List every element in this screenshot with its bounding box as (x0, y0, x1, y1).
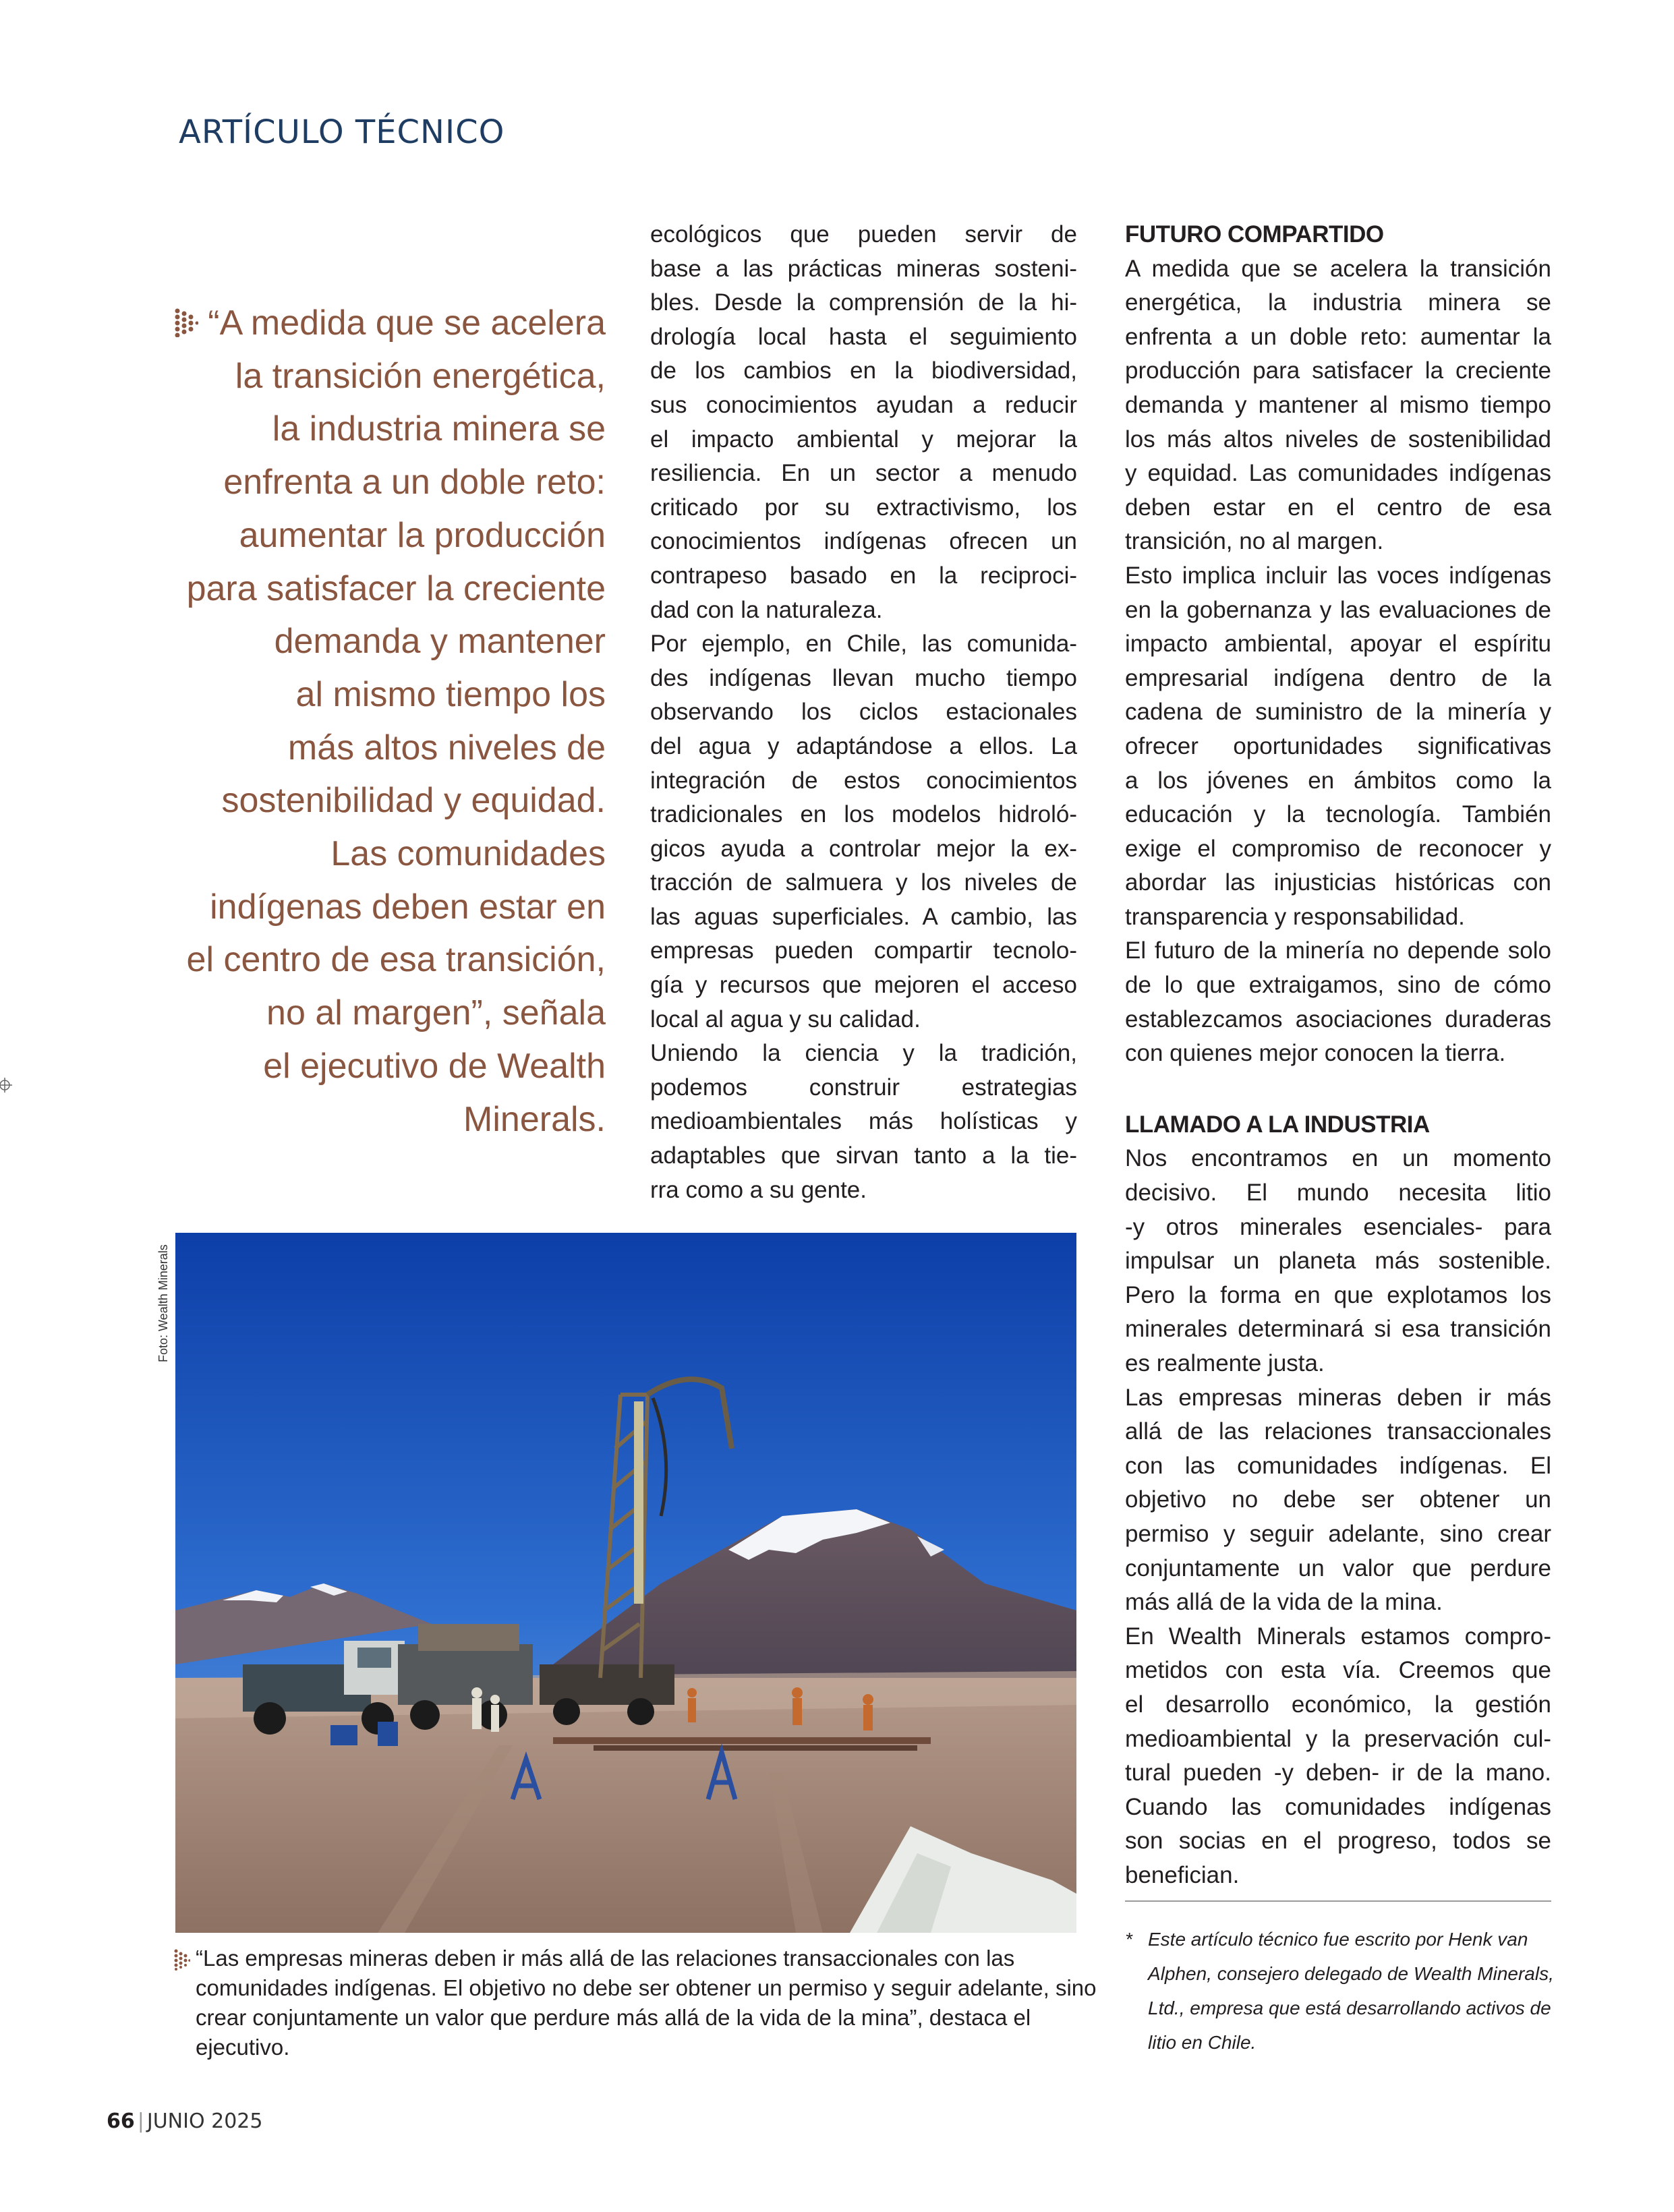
photo-drilling-rig-illustration (175, 1233, 1076, 1933)
body-line: enfrenta a un doble reto: aumentar la (1125, 323, 1551, 350)
pull-quote-line: Las comunidades (330, 834, 606, 874)
body-line: Cuando las comunidades indígenas (1125, 1793, 1551, 1820)
body-line: drología local hasta el seguimiento (650, 323, 1077, 350)
caption-line: crear conjuntamente un valor que perdure más allá de la vida de la mina”, destaca el (196, 2005, 1031, 2030)
body-line: El futuro de la minería no depende solo (1125, 937, 1551, 964)
body-line: medioambiental y la preservación cul- (1125, 1725, 1551, 1752)
body-line: abordar las injusticias históricas con (1125, 869, 1551, 896)
body-line: allá de las relaciones transaccionales (1125, 1418, 1551, 1445)
body-line: cadena de suministro de la minería y (1125, 699, 1551, 726)
body-line: las aguas superficiales. A cambio, las (650, 903, 1077, 930)
body-line: gía y recursos que mejoren el acceso (650, 972, 1077, 999)
pull-quote-line: Minerals. (463, 1099, 606, 1139)
body-line: local al agua y su calidad. (650, 1006, 921, 1032)
body-line: sus conocimientos ayudan a reducir (650, 391, 1077, 418)
body-line: más allá de la vida de la mina. (1125, 1589, 1443, 1616)
body-line: base a las prácticas mineras sosteni- (650, 255, 1077, 282)
body-line: gicos ayuda a controlar mejor la ex- (650, 835, 1077, 862)
pull-quote-line: sostenibilidad y equidad. (221, 781, 606, 821)
body-line: con las comunidades indígenas. El (1125, 1452, 1551, 1479)
body-line: de los cambios en la biodiversidad, (650, 357, 1077, 384)
body-line: en la gobernanza y las evaluaciones de (1125, 596, 1551, 623)
pull-quote-line: demanda y mantener (274, 622, 606, 662)
body-line: bles. Desde la comprensión de la hi- (650, 289, 1077, 316)
footnote-marker: * (1125, 1929, 1132, 1950)
body-column-middle (650, 218, 1077, 1207)
body-line: minerales determinará si esa transición (1125, 1316, 1551, 1343)
photo-credit: Foto: Wealth Minerals (156, 1244, 170, 1362)
footnote-line: Alphen, consejero delegado de Wealth Minerals, (1148, 1963, 1554, 1984)
body-line: Uniendo la ciencia y la tradición, (650, 1040, 1077, 1067)
body-line: con quienes mejor conocen la tierra. (1125, 1040, 1506, 1067)
body-line: tural pueden -y deben- ir de la mano. (1125, 1759, 1551, 1786)
body-line: ecológicos que pueden servir de (650, 221, 1077, 248)
body-line: tracción de salmuera y los niveles de (650, 869, 1077, 896)
body-line: transición, no al margen. (1125, 528, 1384, 555)
body-line: el desarrollo económico, la gestión (1125, 1691, 1551, 1718)
body-line: establezcamos asociaciones duraderas (1125, 1006, 1551, 1032)
body-line: impacto ambiental, apoyar el espíritu (1125, 631, 1551, 658)
body-line: Nos encontramos en un momento (1125, 1145, 1551, 1172)
pull-quote-line: el ejecutivo de Wealth (263, 1046, 606, 1086)
pull-quote-line: más altos niveles de (287, 728, 606, 767)
pull-quote-line: indígenas deben estar en (210, 887, 606, 927)
body-line: des indígenas llevan mucho tiempo (650, 664, 1077, 691)
pull-quote-line: para satisfacer la creciente (186, 569, 606, 608)
pull-quote-line: la industria minera se (272, 409, 606, 449)
body-line: conocimientos indígenas ofrecen un (650, 528, 1077, 555)
body-line: observando los ciclos estacionales (650, 699, 1077, 726)
registration-mark-icon (0, 1078, 12, 1093)
body-line: y equidad. Las comunidades indígenas (1125, 460, 1551, 487)
footnote-line: Ltd., empresa que está desarrollando activos de (1148, 1998, 1551, 2018)
body-line: benefician. (1125, 1861, 1240, 1888)
body-line: ofrecer oportunidades significativas (1125, 732, 1551, 759)
photo-caption (174, 1944, 1097, 2062)
body-line: del agua y adaptándose a ellos. La (650, 732, 1077, 759)
caption-line: ejecutivo. (196, 2035, 290, 2060)
pull-quote-line: el centro de esa transición, (186, 940, 606, 980)
body-line: energética, la industria minera se (1125, 289, 1551, 316)
body-line: contrapeso basado en la reciproci- (650, 562, 1077, 589)
caption-line: “Las empresas mineras deben ir más allá de las relaciones transaccionales con las (196, 1946, 1015, 1971)
body-line: producción para satisfacer la creciente (1125, 357, 1551, 384)
body-line: En Wealth Minerals estamos compro- (1125, 1623, 1551, 1650)
body-line: decisivo. El mundo necesita litio (1125, 1180, 1551, 1206)
body-line: a los jóvenes en ámbitos como la (1125, 767, 1551, 794)
quote-dots-icon (174, 308, 198, 337)
body-line: exige el compromiso de reconocer y (1125, 835, 1551, 862)
body-line: conjuntamente un valor que perdure (1125, 1554, 1551, 1581)
body-line: empresas pueden compartir tecnolo- (650, 937, 1077, 964)
body-line: demanda y mantener al mismo tiempo (1125, 391, 1551, 418)
body-line: tradicionales en los modelos hidroló- (650, 801, 1077, 828)
body-line: integración de estos conocimientos (650, 767, 1077, 794)
body-line: educación y la tecnología. También (1125, 801, 1551, 828)
body-line: -y otros minerales esenciales- para (1125, 1213, 1551, 1240)
section-heading-futuro: FUTURO COMPARTIDO (1125, 221, 1384, 248)
body-line: permiso y seguir adelante, sino crear (1125, 1520, 1551, 1547)
body-line: criticado por su extractivismo, los (650, 494, 1077, 521)
photo-drilling-rig (175, 1233, 1076, 1933)
body-line: objetivo no debe ser obtener un (1125, 1486, 1551, 1513)
body-line: rra como a su gente. (650, 1176, 867, 1203)
footnote-line: litio en Chile. (1148, 2032, 1257, 2053)
body-line: adaptables que sirvan tanto a la tie- (650, 1142, 1077, 1169)
body-line: Esto implica incluir las voces indígenas (1125, 562, 1551, 589)
body-line: empresarial indígena dentro de la (1125, 664, 1551, 691)
pull-quote (174, 297, 606, 1146)
quote-dots-icon (174, 1949, 190, 1971)
issue-date: JUNIO 2025 (146, 2109, 263, 2133)
body-line: son socias en el progreso, todos se (1125, 1828, 1551, 1855)
caption-line: comunidades indígenas. El objetivo no debe ser obtener un permiso y seguir adelante, sino (196, 1975, 1097, 2000)
body-line: Las empresas mineras deben ir más (1125, 1384, 1551, 1411)
pull-quote-line: “A medida que se acelera (208, 303, 606, 343)
body-line: resiliencia. En un sector a menudo (650, 460, 1077, 487)
body-line: de lo que extraigamos, sino de cómo (1125, 972, 1551, 999)
body-line: Por ejemplo, en Chile, las comunida- (650, 631, 1077, 658)
section-heading-llamado: LLAMADO A LA INDUSTRIA (1125, 1111, 1430, 1138)
pull-quote-line: la transición energética, (235, 356, 606, 396)
body-line: metidos con esta vía. Creemos que (1125, 1657, 1551, 1684)
body-column-right (1125, 218, 1551, 1893)
body-line: podemos construir estrategias (650, 1074, 1077, 1101)
pull-quote-line: no al margen”, señala (266, 993, 606, 1033)
pull-quote-line: enfrenta a un doble reto: (223, 463, 606, 502)
author-footnote (1125, 1922, 1554, 2060)
pull-quote-line: al mismo tiempo los (295, 674, 606, 714)
body-line: el impacto ambiental y mejorar la (650, 426, 1077, 453)
body-line: los más altos niveles de sostenibilidad (1125, 426, 1551, 453)
body-line: dad con la naturaleza. (650, 596, 883, 623)
body-line: impulsar un planeta más sostenible. (1125, 1248, 1551, 1275)
body-line: es realmente justa. (1125, 1350, 1325, 1376)
body-line: transparencia y responsabilidad. (1125, 903, 1465, 930)
page-number: 66 (107, 2109, 135, 2133)
pull-quote-line: aumentar la producción (239, 515, 606, 555)
footnote-line: Este artículo técnico fue escrito por Henk van (1148, 1929, 1528, 1950)
body-line: deben estar en el centro de esa (1125, 494, 1551, 521)
footnote-divider (1125, 1900, 1551, 1902)
page-footer (107, 2109, 262, 2133)
section-label: ARTÍCULO TÉCNICO (179, 113, 505, 151)
body-line: A medida que se acelera la transición (1125, 255, 1551, 282)
body-line: Pero la forma en que explotamos los (1125, 1281, 1551, 1308)
footer-separator: | (137, 2109, 144, 2133)
body-line: medioambientales más holísticas y (650, 1108, 1077, 1135)
